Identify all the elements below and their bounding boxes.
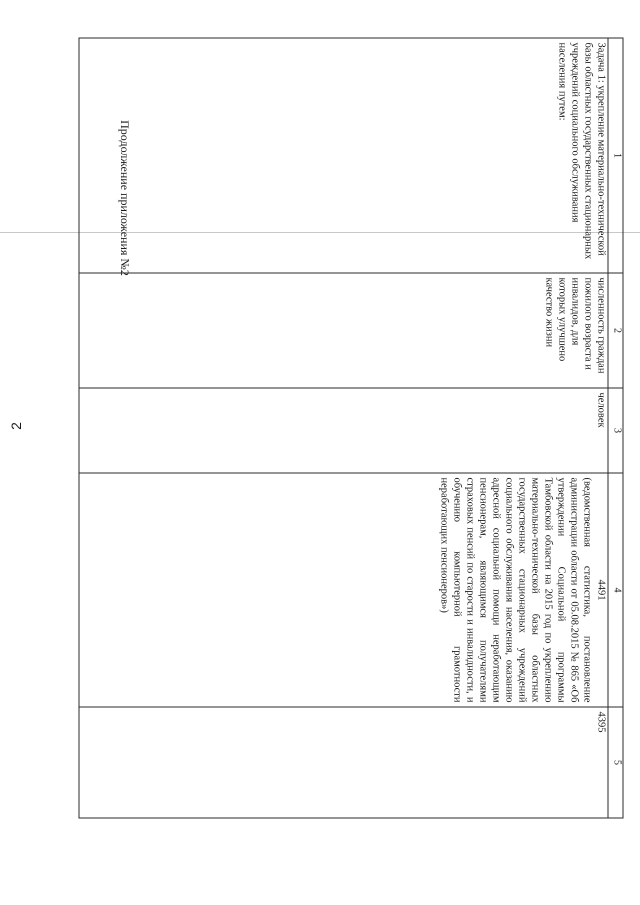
column-header-2: 2 — [608, 273, 623, 388]
source-cell — [79, 473, 608, 707]
indicator-cell: численность граждан пожилого возраста и инвалидов, для которых улучшено качество жизни — [79, 273, 608, 388]
continuation-note: Продолжение приложения №2 — [118, 120, 132, 276]
table-row — [79, 38, 608, 818]
document-table-area — [78, 37, 623, 817]
page-number: 2 — [8, 422, 24, 430]
column-header-1: 1 — [608, 38, 623, 273]
task-cell: Задача 1: укрепление материально-технической базы областных государственных стационарных учреждений социального обслуживания населения путем: — [79, 38, 608, 273]
target-value-cell: 4395 — [79, 707, 608, 818]
column-header-5: 5 — [608, 707, 623, 818]
source-note: (ведомственная статистика, постановление администрации области от 05.08.2015 № 865 «Об утверждении Социальной программы Тамбовской области на 2015 год по укреплению материально-технической базы областных государственных стационарных учреждений социального обслуживания населения, оказанию адресной социальной помощи неработающим пенсионерам, являющимся получателями страховых пенсий по старости и инвалидности, и обучению компьютерной грамотности неработающих пенсионеров») — [438, 477, 592, 702]
column-header-3: 3 — [608, 388, 623, 473]
appendix-table — [78, 37, 623, 818]
value-2015: 4491 — [595, 579, 606, 600]
column-header-4: 4 — [608, 473, 623, 707]
table-header-row — [608, 38, 623, 818]
unit-cell: человек — [79, 388, 608, 473]
